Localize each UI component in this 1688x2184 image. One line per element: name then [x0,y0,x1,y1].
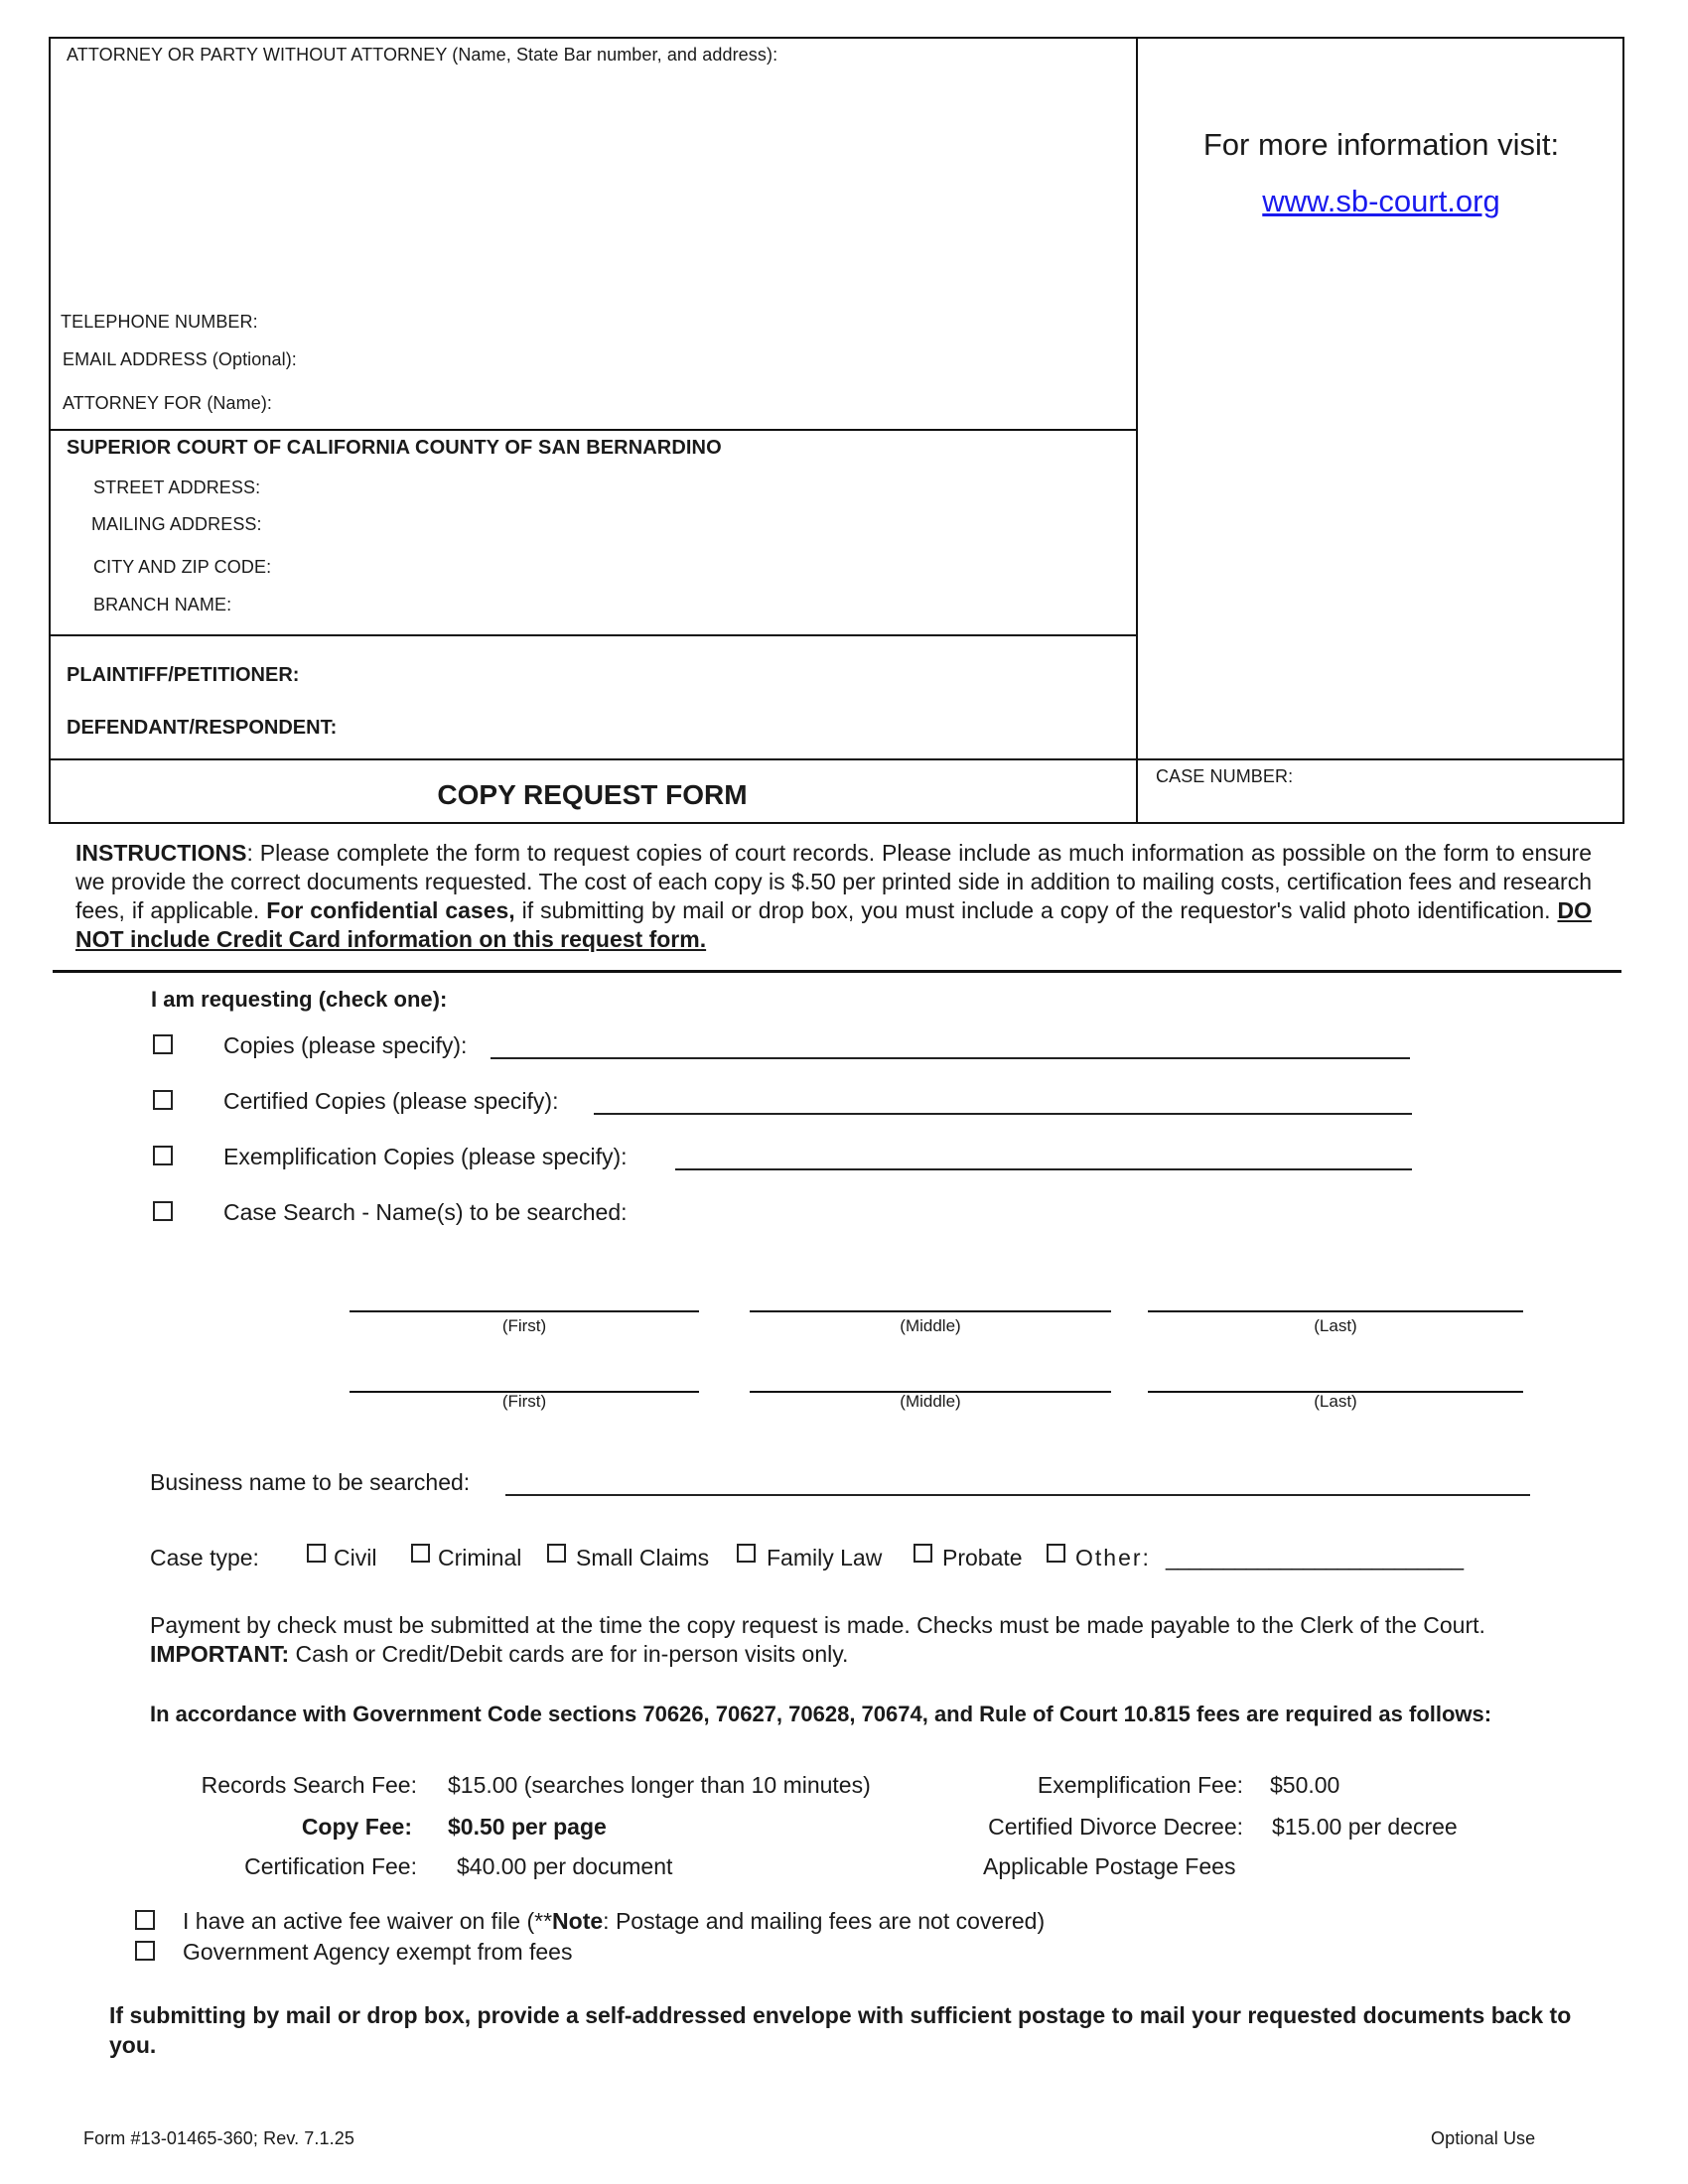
case-type-probate-checkbox[interactable] [914,1544,932,1563]
payment-text-2: Cash or Credit/Debit cards are for in-person visits only. [289,1641,849,1667]
attorney-for-label: ATTORNEY FOR (Name): [63,393,273,413]
form-number: Form #13-01465-360; Rev. 7.1.25 [83,2128,354,2148]
case-type-criminal-label: Criminal [438,1545,522,1570]
header-divider-attorney [49,429,1138,431]
mail-note: If submitting by mail or drop box, provide a self-addressed envelope with sufficient postage to mail your requested documents back to you. [109,2002,1572,2058]
confidential-note: For confidential cases, [266,897,515,923]
postage-fees: Applicable Postage Fees [983,1853,1236,1879]
name-1-last-line[interactable] [1148,1310,1523,1312]
case-type-small-claims-label: Small Claims [576,1545,710,1570]
payment-important: IMPORTANT: [150,1641,290,1667]
business-name-line[interactable] [505,1494,1530,1496]
exemplification-fee-value: $50.00 [1270,1772,1340,1798]
case-type-small-claims-checkbox[interactable] [547,1544,566,1563]
attorney-label: ATTORNEY OR PARTY WITHOUT ATTORNEY (Name, State Bar number, and address): [67,45,778,65]
branch-name-label: BRANCH NAME: [93,595,232,614]
certified-copies-specify-line[interactable] [594,1113,1412,1115]
name-1-first-line[interactable] [350,1310,699,1312]
copies-checkbox[interactable] [153,1034,173,1054]
name-1-middle-line[interactable] [750,1310,1111,1312]
court-name: SUPERIOR COURT OF CALIFORNIA COUNTY OF SAN BERNARDINO [67,437,722,459]
fees-heading: In accordance with Government Code sections 70626, 70627, 70628, 70674, and Rule of Court 10.815 fees are required as follows: [150,1702,1492,1726]
case-number-label: CASE NUMBER: [1156,766,1294,786]
fee-waiver-label [183,1908,1045,1935]
mailing-address-label: MAILING ADDRESS: [91,514,262,534]
payment-text-1: Payment by check must be submitted at the time the copy request is made. Checks must be made payable to the Clerk of the Court. [150,1612,1485,1638]
copy-fee-label: Copy Fee: [301,1814,412,1840]
records-search-fee-label: Records Search Fee: [201,1772,417,1798]
instructions-divider [53,970,1621,973]
name-1-first-caption: (First) [501,1316,547,1335]
optional-use: Optional Use [1431,2128,1536,2148]
telephone-label: TELEPHONE NUMBER: [61,312,258,332]
case-type-probate-label: Probate [942,1545,1023,1570]
copies-label: Copies (please specify): [223,1032,468,1058]
case-type-family-law-checkbox[interactable] [737,1544,756,1563]
gov-agency-checkbox[interactable] [135,1941,155,1961]
exemplification-copies-checkbox[interactable] [153,1146,173,1165]
case-type-other-blank[interactable]: __________________________ [1166,1545,1463,1570]
instructions-text-2: if submitting by mail or drop box, you must include a copy of the requestor's valid photo identification. [514,897,1558,923]
form-title: COPY REQUEST FORM [437,779,748,810]
business-name-label: Business name to be searched: [150,1469,471,1495]
name-2-middle-caption: (Middle) [900,1392,961,1411]
case-type-criminal-checkbox[interactable] [411,1544,430,1563]
instructions-heading: INSTRUCTIONS [75,840,247,866]
certified-copies-label: Certified Copies (please specify): [223,1088,559,1114]
city-zip-label: CITY AND ZIP CODE: [93,557,272,577]
fee-waiver-text-a: I have an active fee waiver on file (** [183,1908,553,1934]
header-divider-parties [49,758,1624,760]
case-type-other-label: Other: [1075,1545,1151,1570]
website-link[interactable]: www.sb-court.org [1262,184,1500,218]
more-info-text: For more information visit: [1202,127,1560,162]
exemplification-copies-specify-line[interactable] [675,1168,1412,1170]
website-link-wrap [1138,184,1624,219]
case-type-label: Case type: [150,1545,259,1570]
copy-fee-value: $0.50 per page [448,1814,607,1840]
divorce-decree-value: $15.00 per decree [1272,1814,1458,1840]
exemplification-fee-label: Exemplification Fee: [1037,1772,1243,1798]
certification-fee-label: Certification Fee: [244,1853,417,1879]
name-1-middle-caption: (Middle) [900,1316,961,1335]
case-type-civil-label: Civil [334,1545,377,1570]
name-2-last-caption: (Last) [1314,1392,1357,1411]
payment-note [150,1611,1510,1669]
case-type-family-law-label: Family Law [767,1545,883,1570]
records-search-fee-value: $15.00 (searches longer than 10 minutes) [448,1772,871,1798]
case-search-checkbox[interactable] [153,1201,173,1221]
request-heading: I am requesting (check one): [151,987,448,1012]
defendant-label: DEFENDANT/RESPONDENT: [67,717,338,739]
case-type-other-checkbox[interactable] [1047,1544,1065,1563]
copies-specify-line[interactable] [491,1057,1410,1059]
header-divider-court [49,634,1138,636]
name-1-last-caption: (Last) [1314,1316,1357,1335]
fee-waiver-text-b: : Postage and mailing fees are not covered) [603,1908,1046,1934]
fee-waiver-checkbox[interactable] [135,1910,155,1930]
plaintiff-label: PLAINTIFF/PETITIONER: [67,664,300,686]
email-label: EMAIL ADDRESS (Optional): [63,349,297,369]
certified-copies-checkbox[interactable] [153,1090,173,1110]
street-address-label: STREET ADDRESS: [93,478,261,497]
name-2-first-caption: (First) [501,1392,547,1411]
certification-fee-value: $40.00 per document [457,1853,673,1879]
instructions [75,839,1592,954]
credit-card-warning: DO NOT include Credit Card information on this request form. [75,897,1592,952]
exemplification-copies-label: Exemplification Copies (please specify): [223,1144,628,1169]
case-search-label: Case Search - Name(s) to be searched: [223,1199,628,1225]
fee-waiver-note: Note [552,1908,604,1934]
instructions-text-1: : Please complete the form to request copies of court records. Please include as much information as possible on the form to ensure we provide the correct documents requested. The cost of each copy is $.50 per printed side in addition to mailing costs, certification fees and research fees, if applicable. [75,840,1592,923]
divorce-decree-label: Certified Divorce Decree: [988,1814,1243,1840]
gov-agency-label: Government Agency exempt from fees [183,1939,573,1965]
case-type-civil-checkbox[interactable] [307,1544,326,1563]
